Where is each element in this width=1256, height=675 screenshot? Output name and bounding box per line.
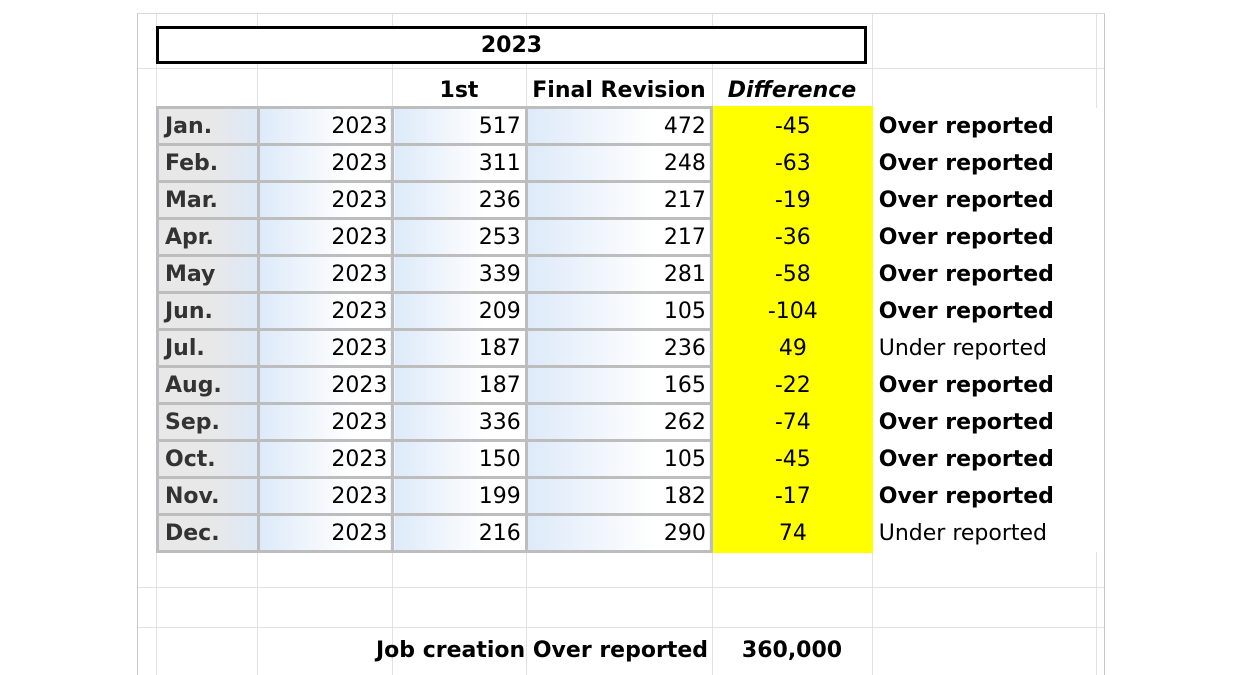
table-row [158, 367, 1103, 404]
cell-first[interactable]: 199 [393, 478, 526, 515]
cell-note[interactable]: Over reported [873, 219, 1103, 256]
cell-final-revision[interactable]: 182 [526, 478, 711, 515]
table-row [158, 404, 1103, 441]
cell-final-revision[interactable]: 217 [526, 182, 711, 219]
table-row [158, 478, 1103, 515]
table-row [158, 182, 1103, 219]
table-row [158, 293, 1103, 330]
cell-year[interactable]: 2023 [258, 404, 393, 441]
cell-final-revision[interactable]: 290 [526, 515, 711, 552]
cell-note[interactable]: Over reported [873, 441, 1103, 478]
table-row [158, 330, 1103, 367]
cell-note[interactable]: Over reported [873, 293, 1103, 330]
cell-year[interactable]: 2023 [258, 219, 393, 256]
cell-final-revision[interactable]: 472 [526, 108, 711, 145]
cell-difference[interactable]: -22 [711, 367, 872, 404]
cell-final-revision[interactable]: 165 [526, 367, 711, 404]
cell-note[interactable]: Over reported [873, 256, 1103, 293]
cell-note[interactable]: Over reported [873, 478, 1103, 515]
cell-final-revision[interactable]: 281 [526, 256, 711, 293]
grid-line [138, 68, 1104, 69]
footer-value[interactable]: 360,000 [741, 637, 843, 663]
cell-note[interactable]: Over reported [873, 367, 1103, 404]
cell-note[interactable]: Over reported [873, 182, 1103, 219]
cell-month[interactable]: Aug. [158, 367, 259, 404]
cell-month[interactable]: Sep. [158, 404, 259, 441]
cell-difference[interactable]: -63 [711, 145, 872, 182]
cell-month[interactable]: Jan. [158, 108, 259, 145]
cell-final-revision[interactable]: 248 [526, 145, 711, 182]
table-row [158, 145, 1103, 182]
cell-difference[interactable]: -19 [711, 182, 872, 219]
cell-year[interactable]: 2023 [258, 293, 393, 330]
cell-first[interactable]: 336 [393, 404, 526, 441]
cell-final-revision[interactable]: 105 [526, 441, 711, 478]
cell-first[interactable]: 216 [393, 515, 526, 552]
data-table [156, 106, 1104, 553]
cell-year[interactable]: 2023 [258, 108, 393, 145]
cell-first[interactable]: 339 [393, 256, 526, 293]
header-first[interactable]: 1st [439, 77, 479, 103]
cell-first[interactable]: 187 [393, 330, 526, 367]
cell-final-revision[interactable]: 236 [526, 330, 711, 367]
cell-year[interactable]: 2023 [258, 330, 393, 367]
cell-month[interactable]: Dec. [158, 515, 259, 552]
cell-year[interactable]: 2023 [258, 367, 393, 404]
cell-note[interactable]: Over reported [873, 404, 1103, 441]
table-row [158, 219, 1103, 256]
cell-month[interactable]: Apr. [158, 219, 259, 256]
cell-first[interactable]: 236 [393, 182, 526, 219]
cell-month[interactable]: Mar. [158, 182, 259, 219]
cell-first[interactable]: 150 [393, 441, 526, 478]
grid-line [138, 627, 1104, 628]
cell-difference[interactable]: -36 [711, 219, 872, 256]
grid-line [138, 587, 1104, 588]
cell-note[interactable]: Over reported [873, 108, 1103, 145]
cell-year[interactable]: 2023 [258, 256, 393, 293]
cell-year[interactable]: 2023 [258, 515, 393, 552]
cell-year[interactable]: 2023 [258, 478, 393, 515]
cell-difference[interactable]: -58 [711, 256, 872, 293]
cell-first[interactable]: 253 [393, 219, 526, 256]
header-final-revision[interactable]: Final Revision [532, 77, 706, 103]
cell-note[interactable]: Under reported [873, 330, 1103, 367]
cell-difference[interactable]: -45 [711, 441, 872, 478]
cell-note[interactable]: Under reported [873, 515, 1103, 552]
cell-year[interactable]: 2023 [258, 145, 393, 182]
cell-month[interactable]: Nov. [158, 478, 259, 515]
cell-year[interactable]: 2023 [258, 182, 393, 219]
table-row [158, 515, 1103, 552]
cell-first[interactable]: 209 [393, 293, 526, 330]
cell-year[interactable]: 2023 [258, 441, 393, 478]
cell-first[interactable]: 311 [393, 145, 526, 182]
cell-difference[interactable]: 49 [711, 330, 872, 367]
cell-month[interactable]: Feb. [158, 145, 259, 182]
cell-month[interactable]: Jun. [158, 293, 259, 330]
spreadsheet-sheet [137, 13, 1105, 675]
header-difference[interactable]: Difference [727, 77, 857, 103]
table-row [158, 108, 1103, 145]
cell-month[interactable]: Oct. [158, 441, 259, 478]
table-title[interactable]: 2023 [156, 26, 867, 64]
cell-difference[interactable]: 74 [711, 515, 872, 552]
cell-final-revision[interactable]: 262 [526, 404, 711, 441]
cell-difference[interactable]: -74 [711, 404, 872, 441]
cell-note[interactable]: Over reported [873, 145, 1103, 182]
cell-month[interactable]: Jul. [158, 330, 259, 367]
table-row [158, 441, 1103, 478]
footer-label[interactable]: Job creation Over reported [376, 637, 708, 663]
cell-month[interactable]: May [158, 256, 259, 293]
cell-final-revision[interactable]: 217 [526, 219, 711, 256]
cell-difference[interactable]: -17 [711, 478, 872, 515]
cell-final-revision[interactable]: 105 [526, 293, 711, 330]
cell-difference[interactable]: -45 [711, 108, 872, 145]
cell-first[interactable]: 187 [393, 367, 526, 404]
cell-first[interactable]: 517 [393, 108, 526, 145]
cell-difference[interactable]: -104 [711, 293, 872, 330]
table-row [158, 256, 1103, 293]
